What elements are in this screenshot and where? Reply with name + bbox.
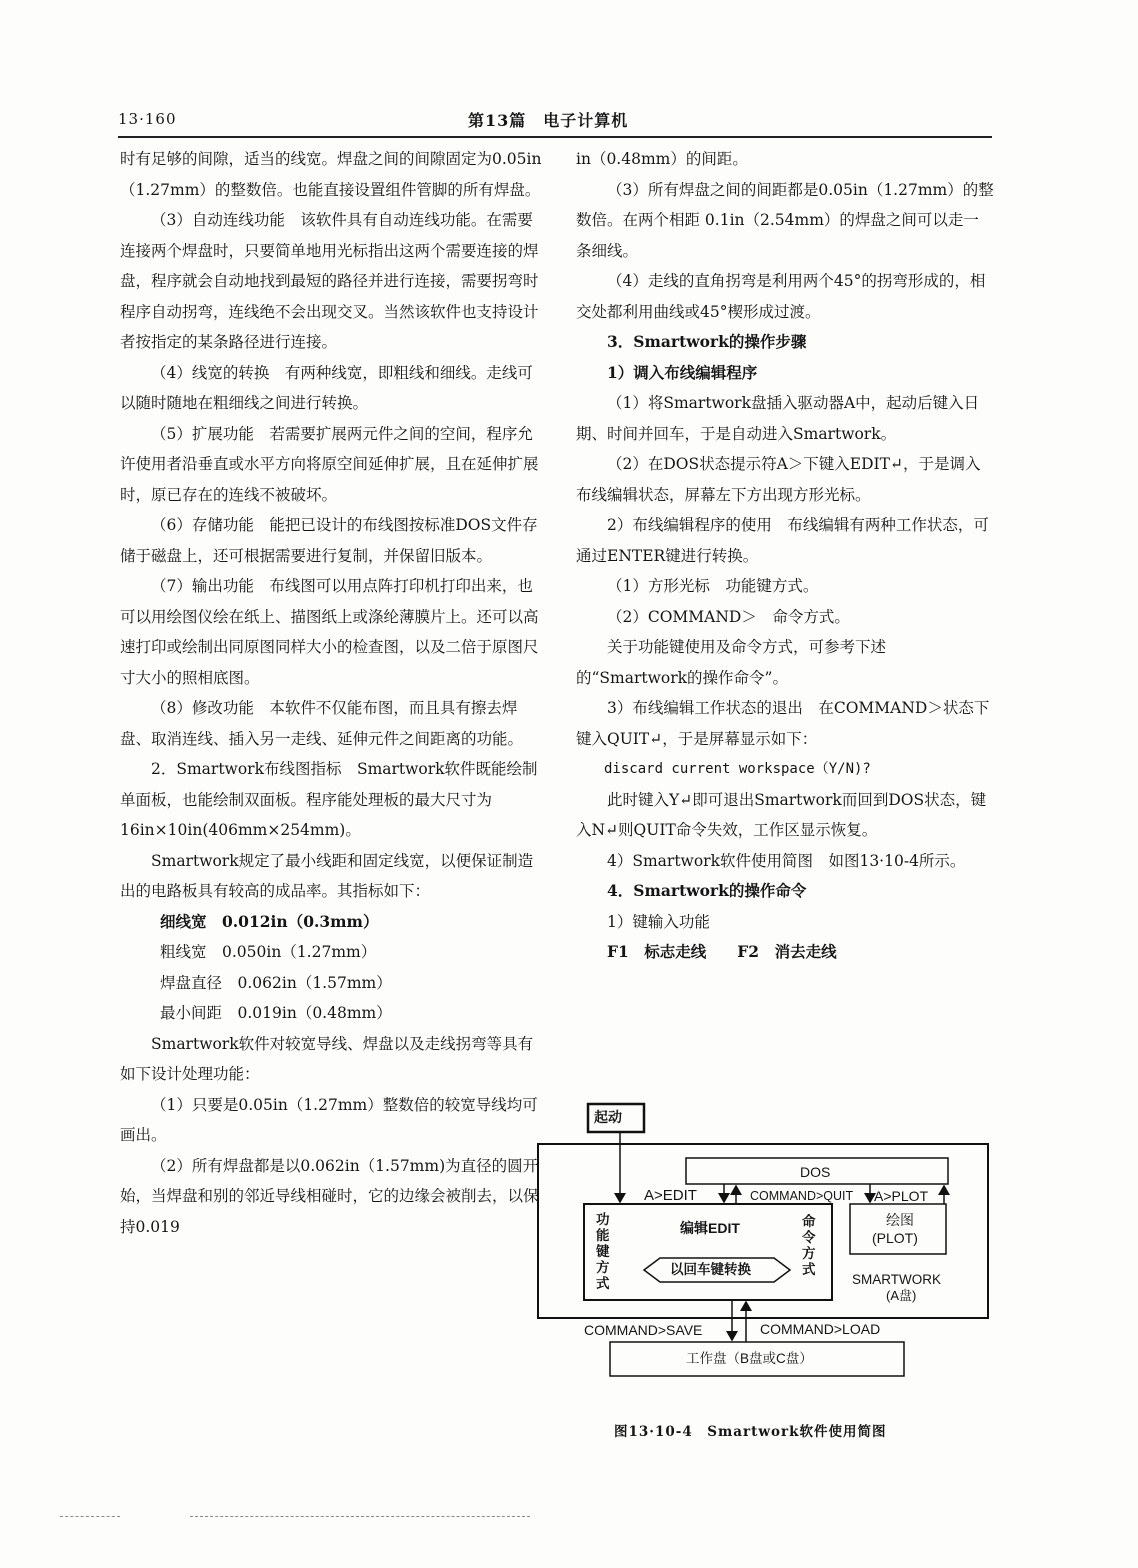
subsection-heading: 1）键输入功能 [607, 912, 710, 931]
paragraph: （1）只要是0.05in（1.27mm）整数倍的较宽导线均可画出。 [120, 1095, 538, 1144]
spec-line: 焊盘直径 0.062in（1.57mm） [160, 973, 392, 992]
spec-line: 粗线宽 0.050in（1.27mm） [160, 943, 377, 961]
chapter-title: 第13篇 电子计算机 [468, 111, 629, 130]
paragraph: （1）方形光标 功能键方式。 [607, 577, 819, 595]
paragraph: 2．Smartwork布线图指标 Smartwork软件既能绘制单面板，也能绘制双面板。程序能处理板的最大尺寸为 16in×10in(406mm×254mm)。 [120, 760, 538, 839]
header-rule [118, 136, 992, 138]
page-header [118, 106, 992, 136]
paragraph: （4）走线的直角拐弯是利用两个45°的拐弯形成的，相交处都利用曲线或45°楔形成过渡。 [576, 272, 986, 321]
paragraph: 关于功能键使用及命令方式，可参考下述的“Smartwork的操作命令”。 [576, 638, 887, 687]
paragraph: 2）布线编辑程序的使用 布线编辑有两种工作状态，可通过ENTER键进行转换。 [576, 516, 989, 565]
paragraph: （2）所有焊盘都是以0.062in（1.57mm)为直径的圆开始，当焊盘和别的邻近导线相碰时，它的边缘会被削去，以保持0.019 [120, 1156, 539, 1236]
paragraph: （4）线宽的转换 有两种线宽，即粗线和细线。走线可以随时随地在粗细线之间进行转换。 [120, 363, 533, 412]
plot-en-label: (PLOT) [872, 1230, 918, 1246]
a-disk-label: (A盘) [886, 1288, 917, 1303]
paragraph: （7）输出功能 布线图可以用点阵打印机打印出来，也可以用绘图仪绘在纸上、描图纸上或涤纶薄膜片上。还可以高速打印或绘制出同原图同样大小的检查图，以及二倍于原图尺寸大小的照相底图。 [120, 577, 539, 687]
paragraph: （2）COMMAND＞ 命令方式。 [607, 607, 850, 626]
paragraph: Smartwork规定了最小线距和固定线宽，以便保证制造出的电路板具有较高的成品率。其指标如下： [120, 851, 534, 900]
a-edit-label: A>EDIT [644, 1187, 697, 1204]
section-heading: 3．Smartwork的操作步骤 [607, 332, 807, 351]
paragraph: 时有足够的间隙，适当的线宽。焊盘之间的间隙固定为0.05in（1.27mm）的整数倍。也能直接设置组件管脚的所有焊盘。 [120, 150, 542, 199]
paragraph: （8）修改功能 本软件不仅能布图，而且具有擦去焊盘、取消连线、插入另一走线、延伸元件之间距离的功能。 [120, 699, 524, 748]
function-key-mode-label: 功能键方式 [596, 1212, 610, 1291]
command-save-label: COMMAND>SAVE [584, 1322, 703, 1338]
toggle-label: 以回车键转换 [670, 1262, 751, 1277]
command-mode-label: 命令方式 [802, 1214, 816, 1277]
paragraph: （3）自动连线功能 该软件具有自动连线功能。在需要连接两个焊盘时，只要简单地用光标指出这两个需要连接的焊盘，程序就会自动地找到最短的路径并进行连接，需要拐弯时程序自动拐弯，连线绝不会出现交叉。当然该软件也支持设计者按指定的某条路径进行连接。 [120, 211, 539, 351]
spec-line: 最小间距 0.019in（0.48mm） [160, 1004, 392, 1022]
flow-diagram [536, 1100, 998, 1390]
plot-label: 绘图 [886, 1212, 914, 1228]
paragraph: F1 标志走线 F2 消去走线 [607, 942, 837, 961]
page-number: 13·160 [118, 110, 177, 128]
paragraph: in（0.48mm）的间距。 [576, 150, 748, 168]
right-column [576, 144, 994, 968]
figure-caption: 图13·10-4 Smartwork软件使用简图 [614, 1424, 887, 1440]
command-quit-label: COMMAND>QUIT [750, 1189, 854, 1203]
paragraph: （6）存储功能 能把已设计的布线图按标准DOS文件存储于磁盘上，还可根据需要进行复制，并保留旧版本。 [120, 516, 538, 565]
paragraph: Smartwork软件对较宽导线、焊盘以及走线拐弯等具有如下设计处理功能： [120, 1034, 534, 1083]
command-load-label: COMMAND>LOAD [760, 1321, 881, 1337]
paragraph: 3）布线编辑工作状态的退出 在COMMAND＞状态下键入QUIT↵，于是屏幕显示如下： [576, 699, 990, 748]
prompt-text: discard current workspace（Y/N)? [604, 761, 871, 777]
dos-label: DOS [800, 1164, 831, 1180]
edit-box [584, 1204, 832, 1300]
scan-artifact [190, 1516, 530, 1517]
a-plot-label: A>PLOT [874, 1188, 929, 1204]
start-label: 起动 [594, 1109, 622, 1125]
edit-label: 编辑EDIT [680, 1220, 740, 1236]
subsection-heading: 1）调入布线编辑程序 [607, 362, 758, 382]
paragraph: 此时键入Y↵即可退出Smartwork而回到DOS状态，键入N↵则QUIT命令失效，工作区显示恢复。 [576, 790, 987, 839]
section-heading: 4．Smartwork的操作命令 [607, 881, 807, 900]
paragraph: （2）在DOS状态提示符A＞下键入EDIT↵，于是调入布线编辑状态，屏幕左下方出现方形光标。 [576, 455, 981, 504]
work-disk-label: 工作盘（B盘或C盘） [686, 1351, 813, 1366]
paragraph: （3）所有焊盘之间的间距都是0.05in（1.27mm）的整数倍。在两个相距 0.1in（2.54mm）的焊盘之间可以走一条细线。 [576, 180, 994, 260]
left-column [120, 144, 543, 1242]
scan-artifact [60, 1516, 120, 1517]
paragraph: 4）Smartwork软件使用简图 如图13·10-4所示。 [607, 851, 966, 870]
paragraph: （1）将Smartwork盘插入驱动器A中，起动后键入日期、时间并回车，于是自动进入Smartwork。 [576, 394, 980, 443]
paragraph: （5）扩展功能 若需要扩展两元件之间的空间，程序允许使用者沿垂直或水平方向将原空间延伸扩展，且在延伸扩展时，原已存在的连线不被破坏。 [120, 424, 539, 504]
spec-line: 细线宽 0.012in（0.3mm） [160, 911, 379, 931]
smartwork-label: SMARTWORK [852, 1272, 942, 1287]
